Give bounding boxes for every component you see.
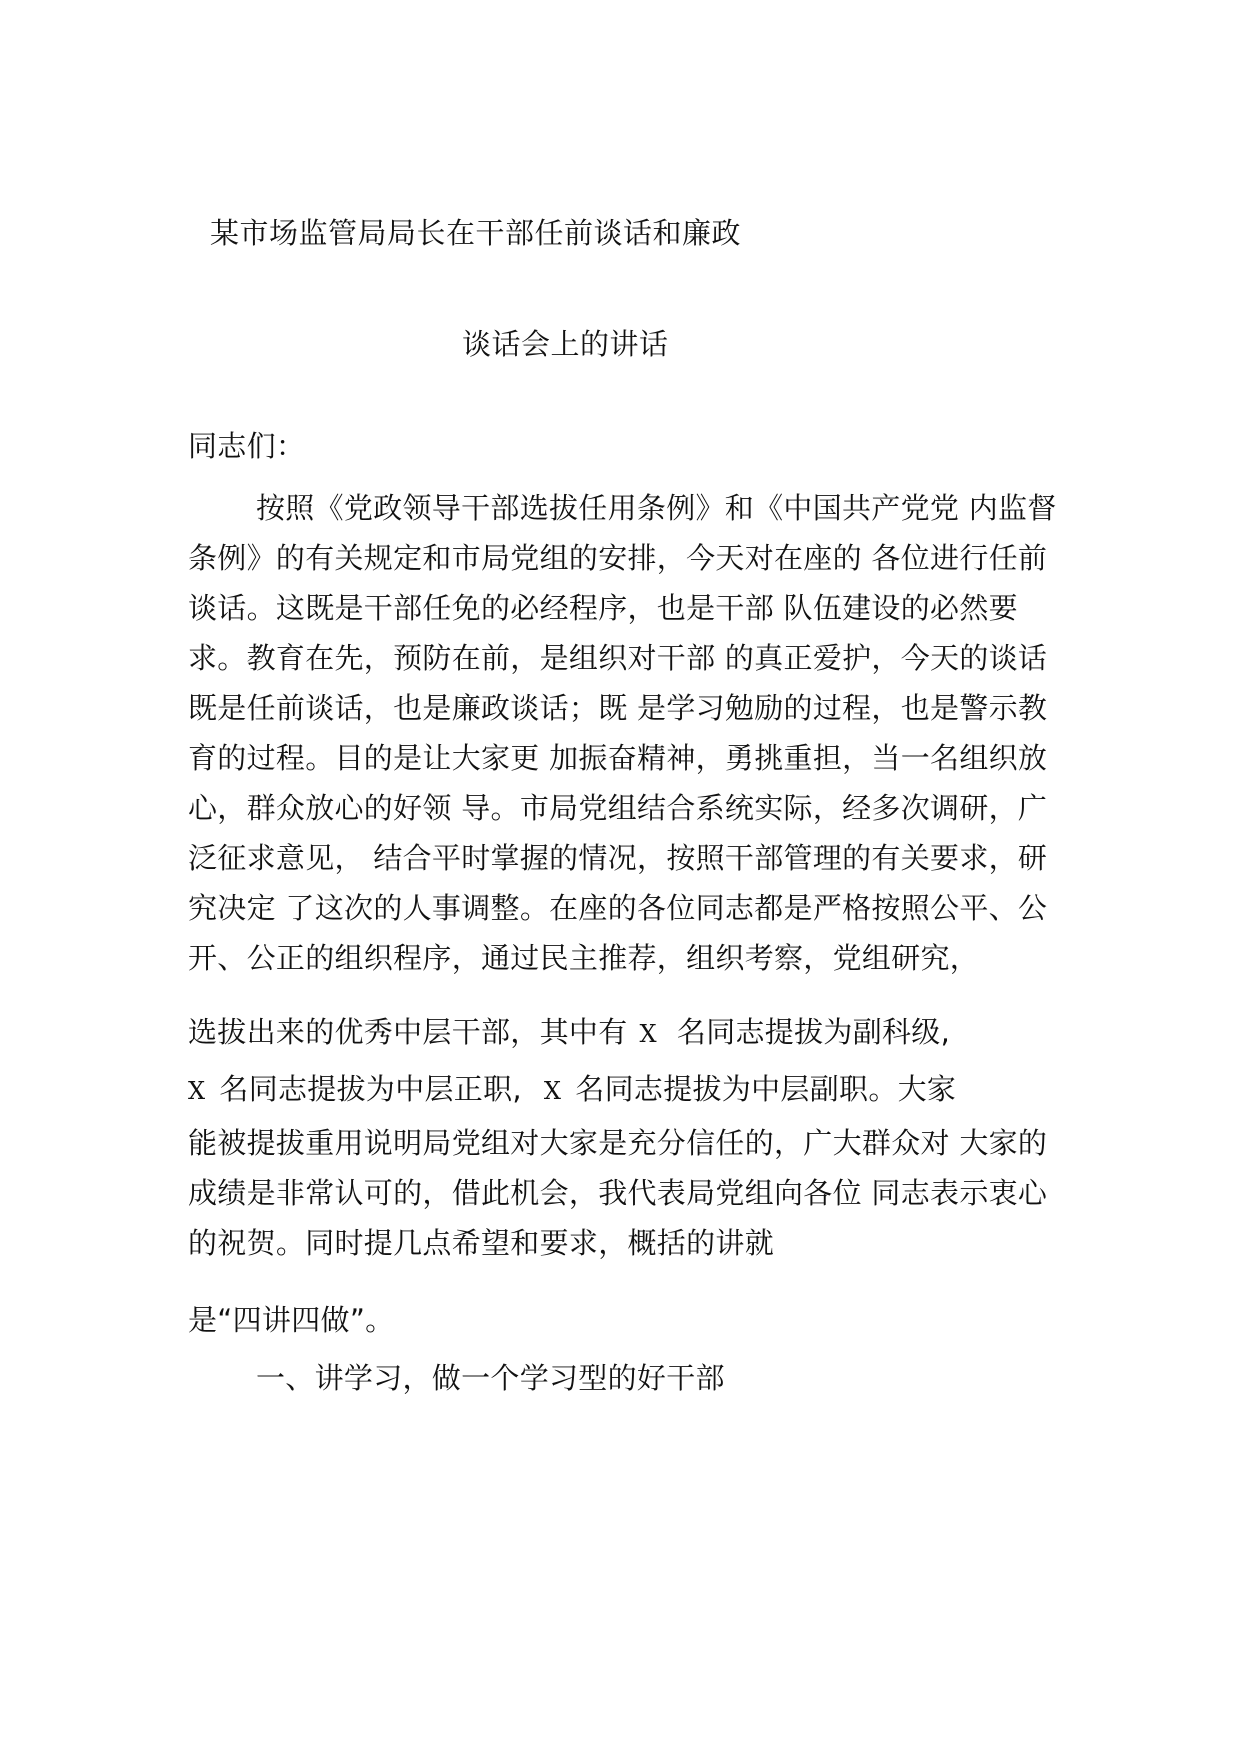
paragraph-line: 求。教育在先，预防在前，是组织对干部 的真正爱护，今天的谈话 <box>188 641 1048 675</box>
paragraph-line: 能被提拔重用说明局党组对大家是充分信任的，广大群众对 大家的 <box>188 1126 1048 1160</box>
paragraph-line: 按照《党政领导干部选拔任用条例》和《中国共产党党 内监督 <box>256 491 1057 525</box>
paragraph-line: 谈话。这既是干部任免的必经程序，也是干部 队伍建设的必然要 <box>188 591 1018 625</box>
document-title-line-1: 某市场监管局局长在干部任前谈话和廉政 <box>210 216 742 250</box>
salutation: 同志们： <box>188 429 306 463</box>
paragraph-line-with-placeholder <box>188 1067 956 1108</box>
paragraph-line: 成绩是非常认可的，借此机会，我代表局党组向各位 同志表示衷心 <box>188 1176 1048 1210</box>
line-text: 名同志提拔为副科级, <box>676 1015 951 1049</box>
paragraph-line: 育的过程。目的是让大家更 加振奋精神，勇挑重担，当一名组织放 <box>188 741 1048 775</box>
placeholder-x: X <box>188 1077 206 1105</box>
paragraph-line: 是“四讲四做”。 <box>188 1303 395 1337</box>
line-text: 名同志提拔为中层正职, <box>219 1072 522 1106</box>
section-heading: 一、讲学习，做一个学习型的好干部 <box>256 1361 725 1395</box>
line-text: 选拔出来的优秀中层干部，其中有 <box>188 1015 628 1049</box>
paragraph-line: 开、公正的组织程序，通过民主推荐，组织考察，党组研究， <box>188 941 980 975</box>
paragraph-line: 究决定 了这次的人事调整。在座的各位同志都是严格按照公平、公 <box>188 891 1048 925</box>
paragraph-line-with-placeholder <box>188 1010 950 1051</box>
line-text: 名同志提拔为中层副职。大家 <box>575 1072 957 1106</box>
paragraph-line: 条例》的有关规定和市局党组的安排，今天对在座的 各位进行任前 <box>188 541 1048 575</box>
paragraph-line: 心，群众放心的好领 导。市局党组结合系统实际，经多次调研，广 <box>188 791 1048 825</box>
placeholder-x: X <box>639 1020 657 1048</box>
placeholder-x: X <box>543 1077 562 1105</box>
paragraph-line: 泛征求意见， 结合平时掌握的情况，按照干部管理的有关要求，研 <box>188 841 1048 875</box>
paragraph-line: 既是任前谈话，也是廉政谈话；既 是学习勉励的过程，也是警示教 <box>188 691 1048 725</box>
paragraph-line: 的祝贺。同时提几点希望和要求，概括的讲就 <box>188 1226 775 1260</box>
document-title-line-2: 谈话会上的讲话 <box>462 327 669 361</box>
